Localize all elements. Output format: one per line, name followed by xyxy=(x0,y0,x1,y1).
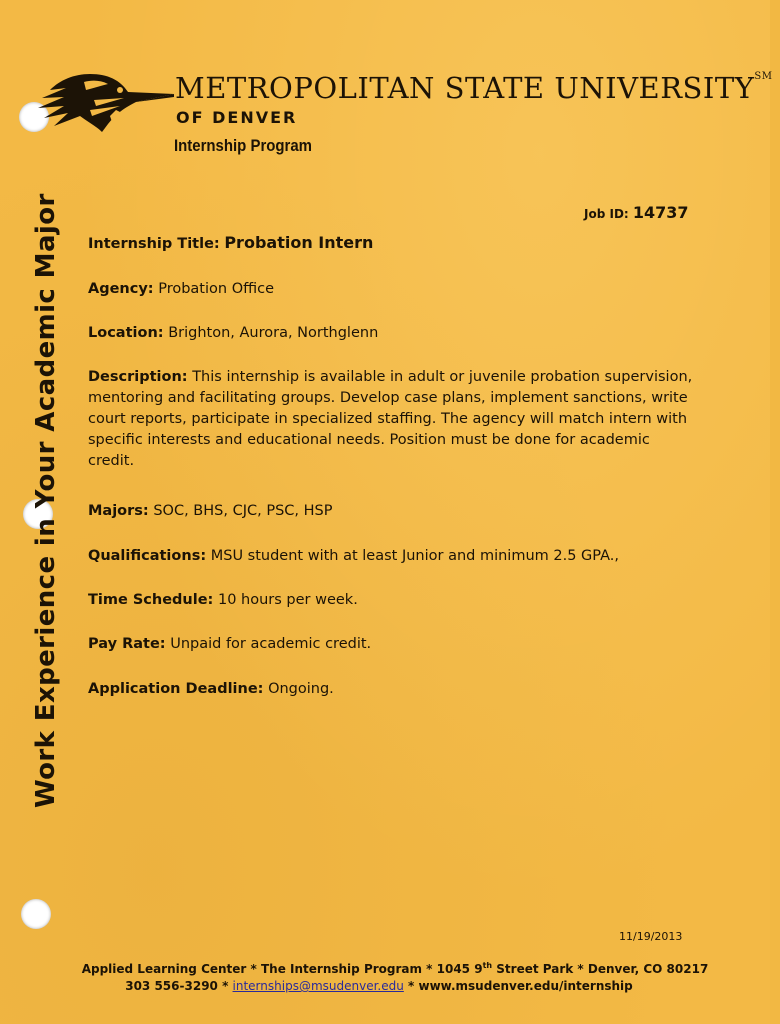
field-label: Location: xyxy=(88,325,164,341)
job-id xyxy=(584,203,689,222)
internship-title xyxy=(88,232,708,255)
field-label: Description: xyxy=(88,369,188,385)
service-mark: SM xyxy=(754,71,773,82)
field-label: Internship Title: xyxy=(88,236,220,252)
field-label: Time Schedule: xyxy=(88,592,214,608)
field-label: Qualifications: xyxy=(88,548,207,564)
field-value: This internship is available in adult or juvenile probation supervision, mentoring and facilitating groups. Develop case plans, implement sanctions, write court reports, participate in specialized staffing. The agency will match intern with specific interests and educational needs. Position must be done for academic credit. xyxy=(88,369,693,469)
pay-rate-field xyxy=(88,634,708,655)
side-banner: Work Experience in Your Academic Major xyxy=(31,193,61,808)
program-name: Internship Program xyxy=(174,136,312,155)
field-label: Pay Rate: xyxy=(88,636,166,652)
field-value: Unpaid for academic credit. xyxy=(170,636,372,652)
field-label: Application Deadline: xyxy=(88,681,264,697)
footer-address xyxy=(10,961,780,976)
field-value: SOC, BHS, CJC, PSC, HSP xyxy=(153,503,333,519)
agency-field xyxy=(88,279,708,300)
punch-hole xyxy=(21,899,51,929)
field-label: Agency: xyxy=(88,281,154,297)
field-label: Majors: xyxy=(88,503,149,519)
footer-address-start: Applied Learning Center * The Internship Program * 1045 9 xyxy=(81,962,483,976)
field-value: Brighton, Aurora, Northglenn xyxy=(168,325,379,341)
location-field xyxy=(88,323,708,344)
field-value: MSU student with at least Junior and minimum 2.5 GPA., xyxy=(210,548,619,564)
field-value: Ongoing. xyxy=(268,681,334,697)
majors-field xyxy=(88,501,708,522)
footer-ordinal: th xyxy=(482,961,493,970)
field-value: Probation Intern xyxy=(224,233,374,252)
roadrunner-logo-icon xyxy=(24,66,174,142)
university-subtitle: OF DENVER xyxy=(176,108,298,127)
field-value: Probation Office xyxy=(158,281,275,297)
time-schedule-field xyxy=(88,590,708,611)
university-name-text: METROPOLITAN STATE UNIVERSITY xyxy=(175,71,755,105)
description-field xyxy=(88,367,698,472)
application-deadline-field xyxy=(88,679,708,700)
footer-address-end: Street Park * Denver, CO 80217 xyxy=(492,962,709,976)
field-value: 10 hours per week. xyxy=(217,592,358,608)
footer-contact xyxy=(0,979,764,993)
email-link[interactable]: internships@msudenver.edu xyxy=(232,979,404,993)
university-name xyxy=(175,71,773,105)
qualifications-field xyxy=(88,546,708,567)
footer-separator: * xyxy=(403,979,419,993)
job-id-value: 14737 xyxy=(632,203,689,222)
posting-date: 11/19/2013 xyxy=(619,930,683,943)
job-id-label: Job ID: xyxy=(584,207,629,221)
website-text: www.msudenver.edu/internship xyxy=(418,979,633,993)
footer-phone: 303 556-3290 * xyxy=(125,979,233,993)
